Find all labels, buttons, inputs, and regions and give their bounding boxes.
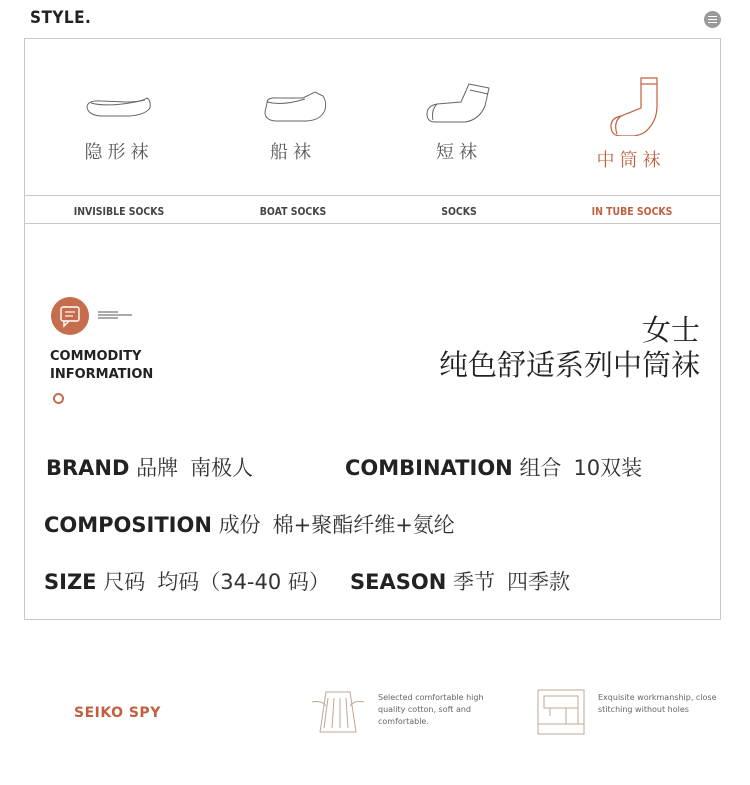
sock-label-en[interactable]: SOCKS	[441, 205, 477, 218]
mid-tube-sock-icon	[591, 76, 671, 136]
divider	[25, 195, 721, 196]
commodity-info-title: COMMODITY INFORMATION	[50, 349, 154, 382]
sock-label-en[interactable]: BOAT SOCKS	[259, 205, 327, 218]
sock-label-en[interactable]: IN TUBE SOCKS	[591, 205, 673, 218]
invisible-sock-icon	[79, 88, 159, 128]
yarn-spool-icon	[310, 688, 366, 736]
series-category: 女士	[641, 313, 700, 347]
sock-type-invisible[interactable]	[44, 88, 194, 164]
spec-brand: BRAND 品牌 南极人	[46, 456, 254, 480]
sock-label-cn: 隐形袜	[84, 142, 154, 163]
decorative-lines	[98, 310, 134, 320]
spec-size: SIZE 尺码 均码（34-40 码）	[44, 570, 330, 594]
brand-logo[interactable]: STYLE.	[30, 8, 92, 28]
ring-dot-icon	[53, 393, 64, 404]
chat-list-icon	[51, 297, 89, 335]
divider	[25, 223, 721, 224]
menu-icon[interactable]	[704, 11, 721, 28]
short-sock-icon	[419, 80, 499, 128]
footer-brand: SEIKO SPY	[74, 705, 161, 721]
sock-type-short[interactable]	[384, 80, 534, 164]
spec-composition: COMPOSITION 成份 棉+聚酯纤维+氨纶	[44, 513, 455, 537]
spec-season: SEASON 季节 四季款	[350, 570, 570, 594]
spec-combination: COMBINATION 组合 10双装	[345, 456, 643, 480]
feature-text-workmanship: Exquisite workmanship, close stitching without holes	[598, 693, 717, 714]
series-name: 纯色舒适系列中筒袜	[438, 348, 700, 382]
boat-sock-icon	[253, 88, 333, 128]
sock-label-cn: 短袜	[436, 142, 482, 163]
sock-label-en[interactable]: INVISIBLE SOCKS	[73, 205, 165, 218]
feature-text-cotton: Selected comfortable high quality cotton, soft and comfortable.	[378, 693, 484, 726]
sock-label-cn: 船袜	[270, 142, 316, 163]
sock-type-mid-tube[interactable]	[556, 76, 706, 172]
sock-label-cn: 中筒袜	[596, 150, 666, 171]
sewing-machine-icon	[536, 688, 588, 736]
sock-type-boat[interactable]	[218, 88, 368, 164]
